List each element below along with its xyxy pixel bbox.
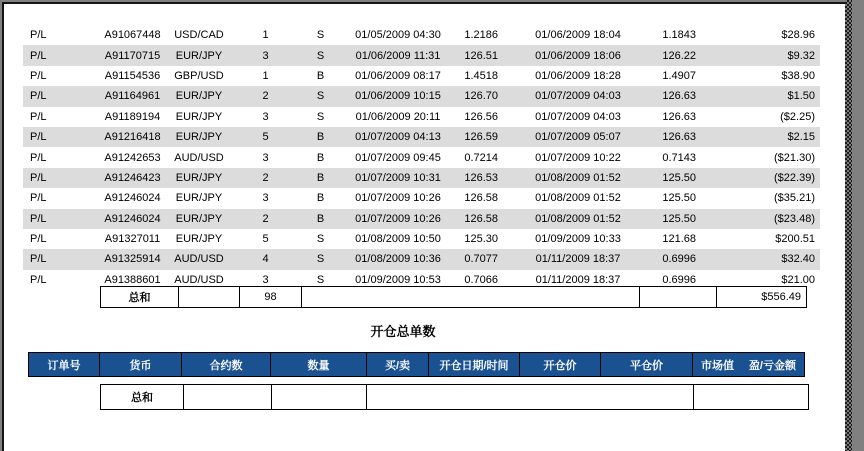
table-cell: 0.6996 (662, 273, 696, 286)
totals-label: 总和 (100, 286, 179, 308)
table-cell: S (316, 49, 325, 62)
table-cell: 126.58 (464, 192, 498, 205)
table-cell: 0.6996 (662, 253, 696, 266)
table-cell: 01/09/2009 10:53 (355, 273, 441, 286)
table-cell: 01/06/2009 18:04 (535, 29, 621, 42)
table-cell: 0.7214 (464, 151, 498, 164)
table-cell: EUR/JPY (175, 171, 223, 184)
table-cell: 0.7143 (662, 151, 696, 164)
table-cell: A91325914 (104, 253, 161, 266)
col-header-market-value: 市场值 (701, 359, 734, 372)
table-cell: 126.63 (662, 110, 696, 123)
table-cell: 0.7066 (464, 273, 498, 286)
table-row (23, 249, 820, 269)
table-cell: ($23.48) (774, 212, 815, 225)
table-row (23, 229, 820, 249)
totals-empty-cell (183, 384, 272, 410)
table-cell: 4 (262, 253, 269, 266)
table-cell: B (316, 69, 325, 82)
table-cell: 01/08/2009 01:52 (535, 212, 621, 225)
table-row (23, 66, 820, 86)
table-cell: A91242653 (104, 151, 161, 164)
table-cell: 01/07/2009 04:13 (355, 131, 441, 144)
table-cell: USD/CAD (174, 29, 224, 42)
table-cell: $2.15 (787, 131, 815, 144)
table-row (23, 168, 820, 188)
table-cell: 3 (262, 192, 269, 205)
table-cell: 1 (262, 29, 269, 42)
table-cell: 1.2186 (464, 29, 498, 42)
table-cell: B (316, 131, 325, 144)
table-cell: $38.90 (781, 69, 815, 82)
table-row (23, 107, 820, 127)
table-cell: P/L (30, 253, 47, 266)
col-header-open-datetime: 开仓日期/时间 (428, 352, 520, 377)
table-cell: 01/07/2009 10:22 (535, 151, 621, 164)
table-cell: $32.40 (781, 253, 815, 266)
table-row (23, 147, 820, 167)
table-cell: 126.63 (662, 131, 696, 144)
page-drop-shadow (845, 0, 852, 451)
table-cell: 5 (262, 233, 269, 246)
col-header-contracts: 合约数 (181, 352, 271, 377)
table-cell: EUR/JPY (175, 192, 223, 205)
table-cell: 01/07/2009 10:26 (355, 212, 441, 225)
open-table-header-row (28, 352, 805, 377)
table-cell: $21.00 (781, 273, 815, 286)
open-totals-row (100, 384, 809, 410)
col-header-open-price: 开仓价 (519, 352, 601, 377)
table-cell: 121.68 (662, 233, 696, 246)
table-cell: S (316, 90, 325, 103)
closed-positions-table (23, 25, 820, 290)
col-header-currency: 货币 (99, 352, 182, 377)
col-header-close-price: 平仓价 (600, 352, 693, 377)
table-cell: B (316, 171, 325, 184)
table-cell: A91154536 (104, 69, 161, 82)
table-cell: EUR/JPY (175, 49, 223, 62)
table-row (23, 86, 820, 106)
table-cell: A91388601 (104, 273, 161, 286)
table-cell: ($21.30) (774, 151, 815, 164)
table-cell: S (316, 273, 325, 286)
table-cell: ($22.39) (774, 171, 815, 184)
table-cell: P/L (30, 131, 47, 144)
table-cell: P/L (30, 233, 47, 246)
table-cell: 125.30 (464, 233, 498, 246)
table-cell: ($2.25) (780, 110, 815, 123)
table-cell: 126.22 (662, 49, 696, 62)
table-cell: A91189194 (104, 110, 161, 123)
table-cell: 2 (262, 171, 269, 184)
col-header-pl-amount: 盈/亏金额 (748, 359, 796, 372)
table-cell: B (316, 212, 325, 225)
totals-empty-cell (693, 384, 809, 410)
table-cell: EUR/JPY (175, 212, 223, 225)
table-cell: B (316, 151, 325, 164)
table-cell: 126.63 (662, 90, 696, 103)
table-row (23, 45, 820, 65)
table-cell: 01/06/2009 20:11 (355, 110, 441, 123)
table-cell: 01/07/2009 10:26 (355, 192, 441, 205)
table-cell: 125.50 (662, 212, 696, 225)
table-cell: 2 (262, 90, 269, 103)
totals-empty-cell (271, 384, 367, 410)
col-header-market-value-and-pl (692, 352, 805, 377)
table-cell: 3 (262, 110, 269, 123)
table-cell: AUD/USD (174, 273, 224, 286)
table-cell: 01/06/2009 18:28 (535, 69, 621, 82)
table-cell: A91067448 (104, 29, 161, 42)
table-cell: P/L (30, 29, 47, 42)
table-cell: AUD/USD (174, 151, 224, 164)
table-cell: P/L (30, 192, 47, 205)
table-cell: 01/07/2009 09:45 (355, 151, 441, 164)
table-cell: 01/07/2009 10:31 (355, 171, 441, 184)
table-cell: EUR/JPY (175, 233, 223, 246)
table-cell: 126.70 (464, 90, 498, 103)
table-cell: 2 (262, 212, 269, 225)
totals-empty-span (301, 286, 640, 308)
table-cell: P/L (30, 171, 47, 184)
table-cell: EUR/JPY (175, 131, 223, 144)
table-cell: P/L (30, 273, 47, 286)
table-cell: 5 (262, 131, 269, 144)
table-cell: A91164961 (104, 90, 161, 103)
table-cell: 3 (262, 273, 269, 286)
table-row (23, 25, 820, 45)
table-cell: $200.51 (775, 233, 815, 246)
table-cell: 3 (262, 49, 269, 62)
table-cell: S (316, 233, 325, 246)
table-cell: 126.56 (464, 110, 498, 123)
table-cell: A91246024 (104, 192, 161, 205)
closed-totals-row (100, 286, 807, 308)
table-cell: ($35.21) (774, 192, 815, 205)
table-cell: B (316, 192, 325, 205)
table-cell: AUD/USD (174, 253, 224, 266)
table-cell: 01/11/2009 18:37 (535, 253, 621, 266)
table-cell: EUR/JPY (175, 110, 223, 123)
col-header-order-number: 订单号 (28, 352, 100, 377)
table-cell: A91246423 (104, 171, 161, 184)
table-cell: $1.50 (787, 90, 815, 103)
table-cell: P/L (30, 151, 47, 164)
table-cell: 01/05/2009 04:30 (355, 29, 441, 42)
table-cell: S (316, 110, 325, 123)
table-cell: 01/08/2009 10:50 (355, 233, 441, 246)
table-cell: A91246024 (104, 212, 161, 225)
table-cell: $9.32 (787, 49, 815, 62)
table-cell: 0.7077 (464, 253, 498, 266)
table-cell: 01/06/2009 18:06 (535, 49, 621, 62)
table-cell: 01/06/2009 08:17 (355, 69, 441, 82)
table-row (23, 127, 820, 147)
table-cell: 125.50 (662, 171, 696, 184)
totals-amount: $556.49 (716, 286, 807, 308)
table-cell: S (316, 253, 325, 266)
totals-label: 总和 (100, 384, 184, 410)
table-cell: 126.53 (464, 171, 498, 184)
table-cell: 1.4518 (464, 69, 498, 82)
table-cell: 125.50 (662, 192, 696, 205)
table-cell: 01/11/2009 18:37 (535, 273, 621, 286)
table-cell: $28.96 (781, 29, 815, 42)
table-cell: 3 (262, 151, 269, 164)
table-cell: 01/08/2009 10:36 (355, 253, 441, 266)
table-cell: P/L (30, 110, 47, 123)
table-row (23, 209, 820, 229)
table-cell: 01/08/2009 01:52 (535, 192, 621, 205)
col-header-quantity: 数量 (270, 352, 367, 377)
table-cell: A91327011 (104, 233, 161, 246)
table-cell: A91216418 (104, 131, 161, 144)
table-cell: 01/06/2009 10:15 (355, 90, 441, 103)
table-cell: 126.51 (464, 49, 498, 62)
table-cell: 01/06/2009 11:31 (355, 49, 441, 62)
totals-empty-cell (639, 286, 717, 308)
table-cell: EUR/JPY (175, 90, 223, 103)
col-header-buy-sell: 买/卖 (366, 352, 429, 377)
table-row (23, 188, 820, 208)
table-cell: 01/09/2009 10:33 (535, 233, 621, 246)
table-cell: 126.58 (464, 212, 498, 225)
table-cell: 01/08/2009 01:52 (535, 171, 621, 184)
table-cell: S (316, 29, 325, 42)
totals-empty-span (366, 384, 694, 410)
table-cell: 1.1843 (662, 29, 696, 42)
table-cell: 01/07/2009 05:07 (535, 131, 621, 144)
table-cell: GBP/USD (174, 69, 224, 82)
table-cell: 126.59 (464, 131, 498, 144)
table-cell: P/L (30, 69, 47, 82)
table-cell: 1.4907 (662, 69, 696, 82)
report-page (2, 2, 845, 451)
table-cell: 1 (262, 69, 269, 82)
table-cell: P/L (30, 212, 47, 225)
totals-count: 98 (239, 286, 302, 308)
section-title-open-orders: 开仓总单数 (370, 324, 436, 339)
table-cell: A91170715 (104, 49, 161, 62)
totals-empty-cell (178, 286, 240, 308)
table-cell: 01/07/2009 04:03 (535, 90, 621, 103)
table-cell: P/L (30, 90, 47, 103)
table-cell: 01/07/2009 04:03 (535, 110, 621, 123)
table-cell: P/L (30, 49, 47, 62)
